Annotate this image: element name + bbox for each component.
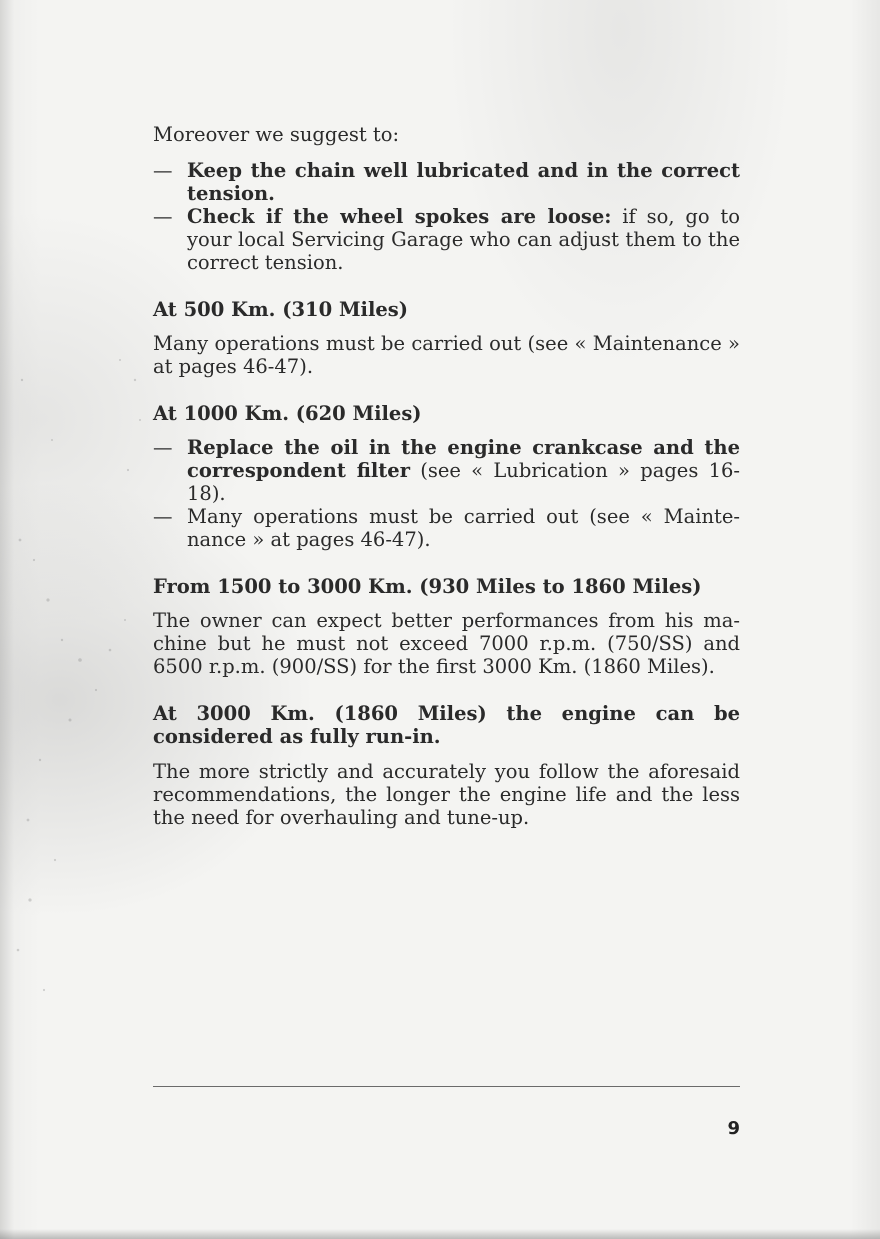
list-item-text: (see « Lubrication » pages 16-18). — [187, 459, 740, 505]
section-heading-500km: At 500 Km. (310 Miles) — [153, 298, 408, 321]
dash-bullet: — — [153, 505, 173, 528]
page-number: 9 — [727, 1118, 740, 1139]
page-content — [153, 123, 740, 829]
list-item-bold: Keep the chain well lubricated and in the correct tension. — [187, 159, 740, 205]
list-item-bold: Replace the oil in the engine crankcase and the correspondent filter — [187, 436, 740, 482]
dash-bullet: — — [153, 159, 173, 182]
section-text-3000km: The more strictly and accurately you follow the aforesaid recommendations, the longer the engine life and the less the need for overhauling and tune-up. — [153, 760, 740, 829]
intro-text: Moreover we suggest to: — [153, 123, 400, 146]
section-heading-3000km: At 3000 Km. (1860 Miles) the engine can be considered as fully run-in. — [153, 702, 740, 748]
list-item — [153, 159, 740, 205]
section-text-500km: Many operations must be carried out (see « Maintenance » at pages 46-47). — [153, 332, 740, 378]
section-heading-1000km: At 1000 Km. (620 Miles) — [153, 402, 422, 425]
list-item — [153, 505, 740, 551]
list-item-text: if so, go to your local Servicing Garage who can adjust them to the correct tension. — [187, 205, 740, 274]
list-item — [153, 205, 740, 274]
section-text-1500km: The owner can expect better performances from his machine but he must not exceed 7000 r.p.m. (750/SS) and 6500 r.p.m. (900/SS) for the first 3000 Km. (1860 Miles). — [153, 609, 740, 678]
list-item-text: Many operations must be carried out (see « Maintenance » at pages 46-47). — [187, 505, 740, 551]
dash-bullet: — — [153, 436, 173, 459]
dash-bullet: — — [153, 205, 173, 228]
footer-rule — [153, 1086, 740, 1087]
section-heading-1500km: From 1500 to 3000 Km. (930 Miles to 1860 Miles) — [153, 575, 702, 598]
list-item — [153, 436, 740, 505]
list-item-bold: Check if the wheel spokes are loose: — [187, 205, 612, 228]
